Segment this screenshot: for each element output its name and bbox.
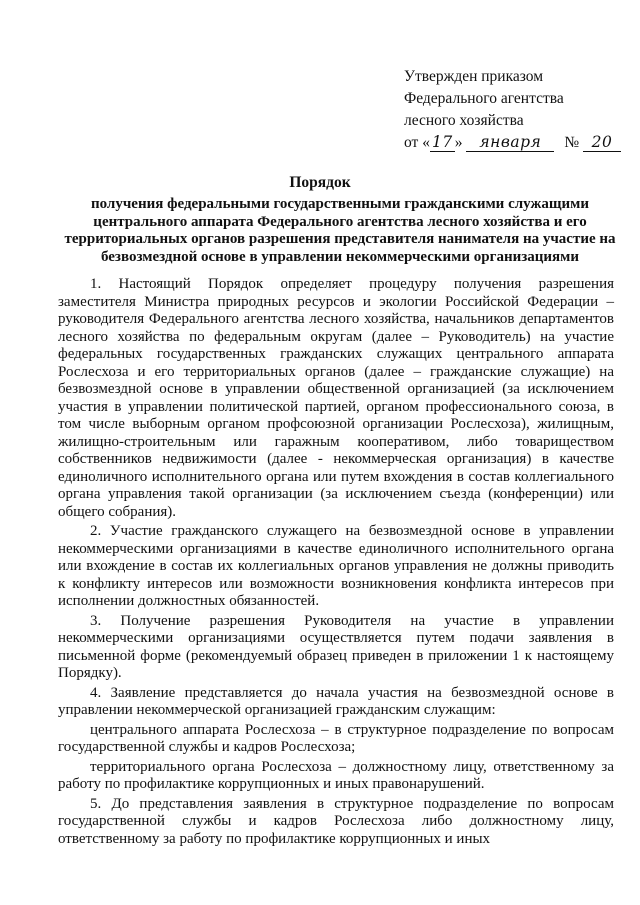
handwritten-number: 20 [583, 134, 621, 152]
document-title: Порядок [289, 174, 351, 191]
document-subtitle: получения федеральными государственными гражданскими служащими центрального аппарата Федерального агентства лесного хозяйства и его территориальных органов разрешения представителя нанимателя на участие на безвозмездной основе в управлении некоммерческими организациями [64, 196, 616, 265]
paragraph: 1. Настоящий Порядок определяет процедуру получения разрешения заместителя Министра природных ресурсов и экологии Российской Федерации – руководителя Федерального агентства лесного хозяйства, начальников департаментов лесного хозяйства по федеральным округам (далее – Руководитель) на участие федеральных государственных гражданских служащих центрального аппарата Рослесхоза и его территориальных органов (далее – гражданские служащие) на безвозмездной основе в управлении общественной организацией (за исключением участия в управлении политической партией, органом профессионального союза, в том числе выборным органом профсоюзной организации Рослесхоза), жилищным, жилищно-строительным или гаражным кооперативом, либо товариществом собственников недвижимости (далее - некоммерческая организация) в качестве единоличного исполнительного органа или путем вхождения в состав коллегиального органа управления такой организации (за исключением съезда (конференции) или общего собрания). [58, 276, 614, 520]
approval-line-2: Федерального агентства [404, 90, 564, 107]
approval-line-1: Утвержден приказом [404, 68, 544, 85]
approval-date-line [404, 132, 621, 154]
handwritten-month: января [466, 134, 554, 152]
paragraph: 2. Участие гражданского служащего на безвозмездной основе в управлении некоммерческими организациями в качестве единоличного исполнительного органа или вхождение в состав их коллегиальных органов управления не должны приводить к конфликту интересов или возможности возникновения конфликта интересов при исполнении должностных обязанностей. [58, 523, 614, 609]
paragraph: центрального аппарата Рослесхоза – в структурное подразделение по вопросам государственной службы и кадров Рослесхоза; [58, 721, 614, 755]
paragraph: территориального органа Рослесхоза – должностному лицу, ответственному за работу по профилактике коррупционных и иных правонарушений. [58, 758, 614, 792]
approval-line-3: лесного хозяйства [404, 112, 524, 129]
handwritten-day: 17 [431, 133, 453, 151]
paragraph: 4. Заявление представляется до начала участия на безвозмездной основе в управлении некоммерческой организацией гражданским служащим: [58, 684, 614, 718]
paragraph: 5. До представления заявления в структурное подразделение по вопросам государственной службы и кадров Рослесхоза либо должностному лицу, ответственному за работу по профилактике коррупционных и иных [58, 795, 614, 847]
approval-block [404, 66, 621, 154]
quote-open: « [422, 134, 430, 151]
date-prefix: от [404, 134, 419, 151]
paragraph: 3. Получение разрешения Руководителя на участие в управлении некоммерческими организациями осуществляется путем подачи заявления в письменной форме (рекомендуемый образец приведен в приложении 1 к настоящему Порядку). [58, 612, 614, 681]
quote-close: » [454, 134, 463, 151]
number-prefix: № [564, 134, 580, 151]
document-body [58, 276, 614, 850]
